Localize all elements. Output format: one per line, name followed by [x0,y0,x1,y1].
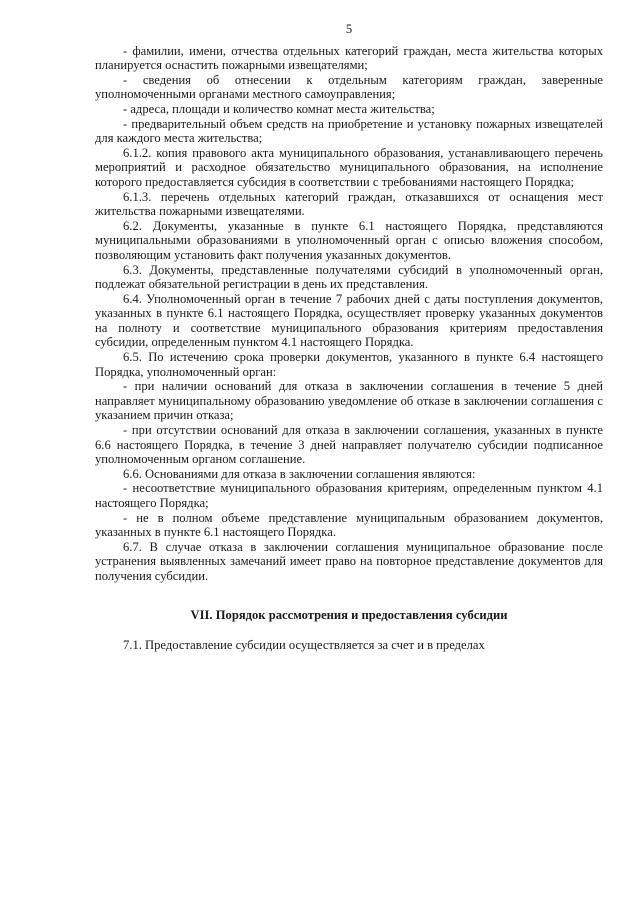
paragraph: 6.4. Уполномоченный орган в течение 7 рабочих дней с даты поступления документов, указанных в пункте 6.1 настоящего Порядка, осуществляет проверку указанных документов на полноту и соответствие муниципального образования критериям предоставления субсидии, определенным пунктом 4.1 настоящего Порядка. [95,291,603,350]
paragraph: 6.1.3. перечень отдельных категорий граждан, отказавшихся от оснащения мест жительства пожарными извещателями. [95,189,603,219]
paragraph: 6.7. В случае отказа в заключении соглашения муниципальное образование после устранения выявленных замечаний имеет право на повторное представление документов для получения субсидии. [95,539,603,583]
paragraph: 6.1.2. копия правового акта муниципального образования, устанавливающего перечень мероприятий и расходное обязательство муниципального образования, на исполнение которого предоставляется субсидия в соответствии с требованиями настоящего Порядка; [95,145,603,189]
paragraph: 6.2. Документы, указанные в пункте 6.1 настоящего Порядка, представляются муниципальными образованиями в уполномоченный орган с описью вложения способом, позволяющим установить факт получения указанных документов. [95,218,603,262]
paragraph: 6.3. Документы, представленные получателями субсидий в уполномоченный орган, подлежат обязательной регистрации в день их представления. [95,262,603,292]
paragraphs-before [95,44,603,584]
paragraph: - предварительный объем средств на приобретение и установку пожарных извещателей для каждого места жительства; [95,116,603,146]
section-title: VII. Порядок рассмотрения и предоставления субсидии [190,607,508,622]
paragraphs-after [95,638,603,653]
paragraph: - несоответствие муниципального образования критериям, определенным пунктом 4.1 настоящего Порядка; [95,481,603,510]
paragraph: - при наличии оснований для отказа в заключении соглашения в течение 5 дней направляет муниципальному образованию уведомление об отказе в заключении соглашения с указанием причин отказа; [95,379,603,423]
paragraph: - сведения об отнесении к отдельным категориям граждан, заверенные уполномоченными органами местного самоуправления; [95,72,603,102]
document-page [95,22,603,653]
paragraph: - не в полном объеме представление муниципальным образованием документов, указанных в пункте 6.1 настоящего Порядка. [95,510,603,540]
page-number: 5 [345,22,353,36]
paragraph: - при отсутствии оснований для отказа в заключении соглашения, указанных в пункте 6.6 настоящего Порядка, в течение 3 дней направляет получателю субсидии подписанное уполномоченным органом соглашение. [95,423,603,467]
paragraph: 6.5. По истечению срока проверки документов, указанного в пункте 6.4 настоящего Порядка, уполномоченный орган: [95,350,603,379]
paragraph: - адреса, площади и количество комнат места жительства; [123,101,435,116]
paragraph: - фамилии, имени, отчества отдельных категорий граждан, места жительства которых планируется оснастить пожарными извещателями; [95,43,603,73]
paragraph: 6.6. Основаниями для отказа в заключении соглашения являются: [123,466,476,481]
paragraph: 7.1. Предоставление субсидии осуществляется за счет и в пределах [123,638,485,653]
